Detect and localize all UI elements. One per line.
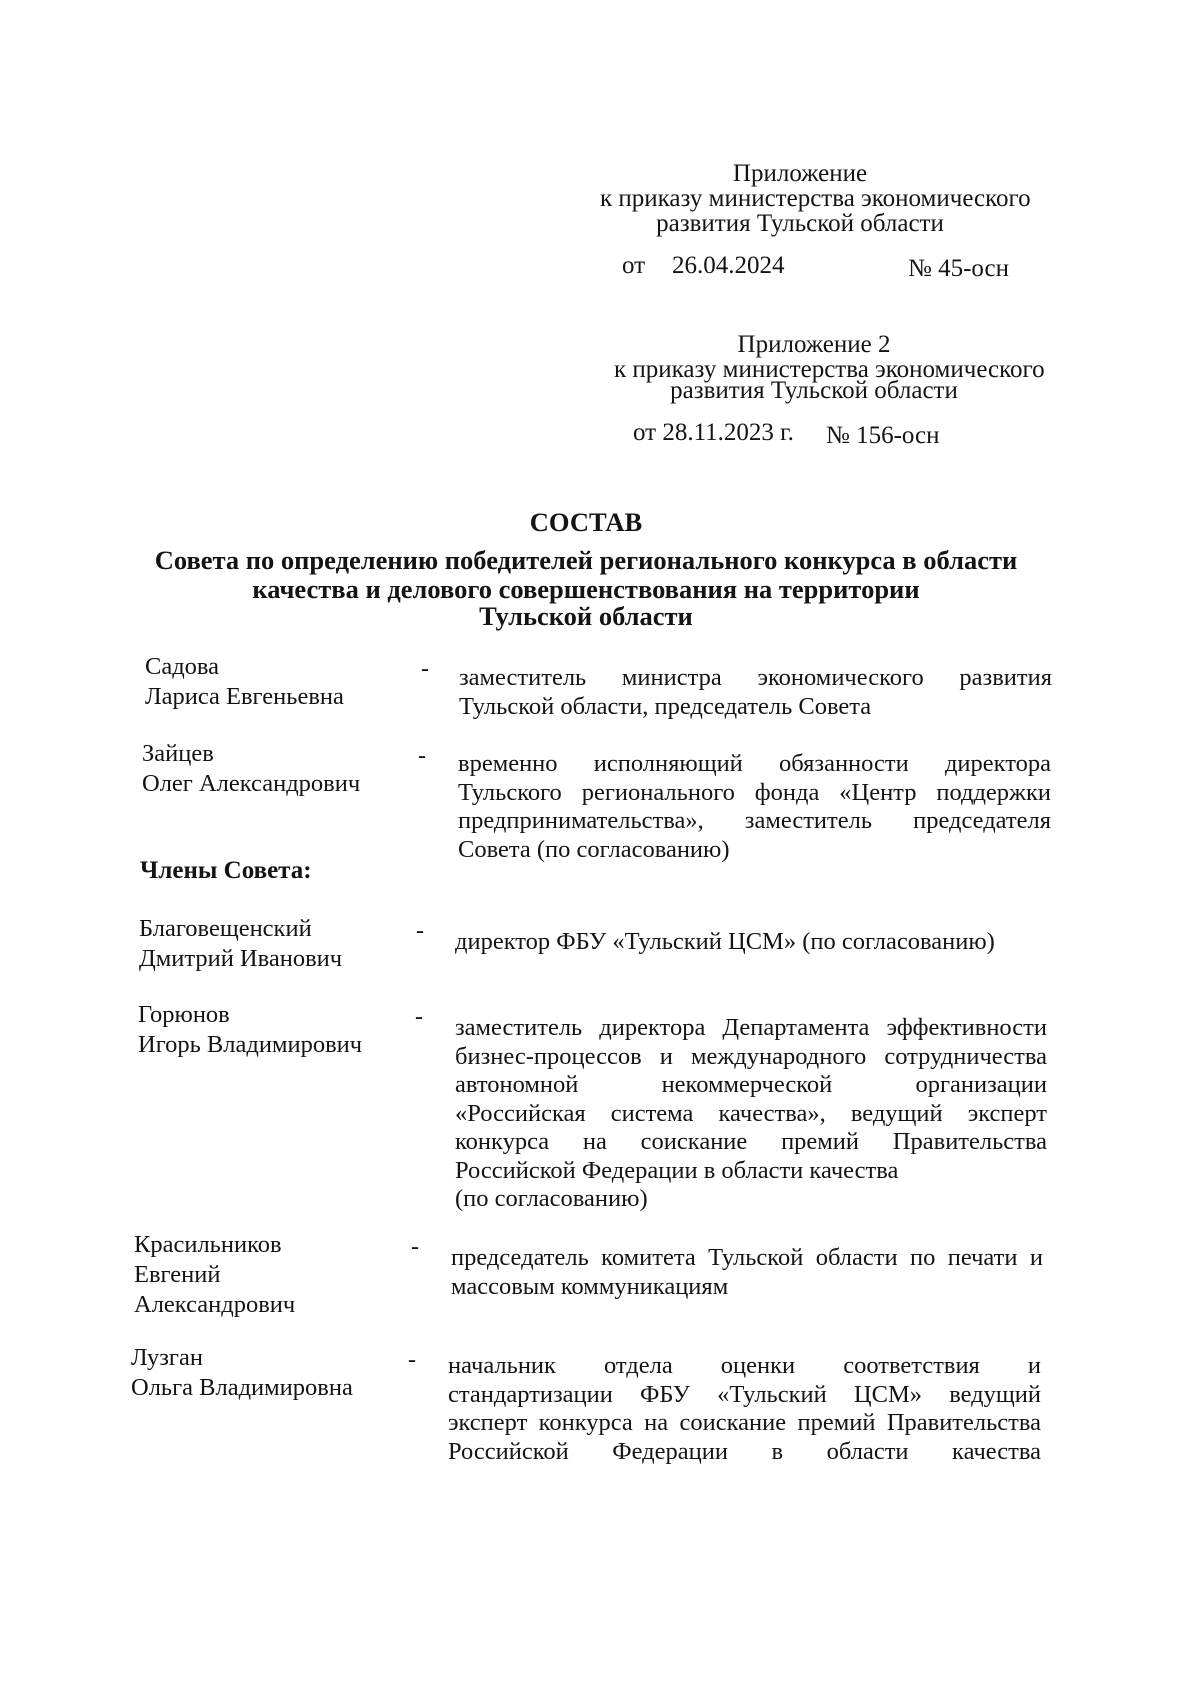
date-prefix: от xyxy=(622,252,646,279)
member-name: Зайцев Олег Александрович xyxy=(142,740,361,797)
separator-dash: - xyxy=(411,1234,419,1260)
separator-dash: - xyxy=(408,1347,416,1373)
appendix-line: к приказу министерства экономического xyxy=(600,185,1031,212)
heading-title: СОСТАВ xyxy=(529,507,643,537)
appendix-title: Приложение xyxy=(732,160,868,187)
member-name: Горюнов Игорь Владимирович xyxy=(138,1001,363,1058)
member-description: заместитель директора Департамента эффективности бизнес-процессов и международного сотрудничества автономной некоммерческой организации «Российская система качества», ведущий эксперт конкурса на соискание премий Правительства Российской Федерации в области качества (по согласованию) xyxy=(455,1014,1047,1212)
appendix-line: развития Тульской области xyxy=(656,210,944,237)
member-description: председатель комитета Тульской области по печати и массовым коммуникациям xyxy=(451,1244,1043,1300)
member-name: Лузган Ольга Владимировна xyxy=(131,1344,353,1401)
appendix-title: Приложение 2 xyxy=(737,331,891,358)
order-number: № 156-осн xyxy=(826,422,940,449)
heading-line: качества и делового совершенствования на территории xyxy=(252,574,920,604)
heading-line: Совета по определению победителей регионального конкурса в области xyxy=(154,545,1018,575)
member-description: заместитель министра экономического развития Тульской области, председатель Совета xyxy=(459,664,1052,720)
order-date: от 28.11.2023 г. xyxy=(633,419,794,446)
order-number: № 45-осн xyxy=(908,255,1010,282)
member-name: Садова Лариса Евгеньевна xyxy=(145,653,344,710)
members-heading: Члены Совета: xyxy=(140,857,312,884)
separator-dash: - xyxy=(416,918,424,944)
member-name: Красильников Евгений Александрович xyxy=(134,1231,296,1318)
member-description: начальник отдела оценки соответствия и стандартизации ФБУ «Тульский ЦСМ» ведущий эксперт конкурса на соискание премий Правительства Российской Федерации в области качества xyxy=(448,1352,1041,1465)
separator-dash: - xyxy=(415,1004,423,1030)
member-description: временно исполняющий обязанности директора Тульского регионального фонда «Центр поддержки предпринимательства», заместитель председателя Совета (по согласованию) xyxy=(458,750,1051,863)
separator-dash: - xyxy=(421,656,429,682)
appendix-line: к приказу министерства экономического xyxy=(614,356,1045,383)
member-name: Благовещенский Дмитрий Иванович xyxy=(139,915,343,972)
appendix-line: развития Тульской области xyxy=(670,377,958,404)
member-description: директор ФБУ «Тульский ЦСМ» (по согласованию) xyxy=(455,928,995,955)
separator-dash: - xyxy=(418,743,426,769)
order-date: 26.04.2024 xyxy=(672,252,785,279)
heading-line: Тульской области xyxy=(479,601,693,631)
